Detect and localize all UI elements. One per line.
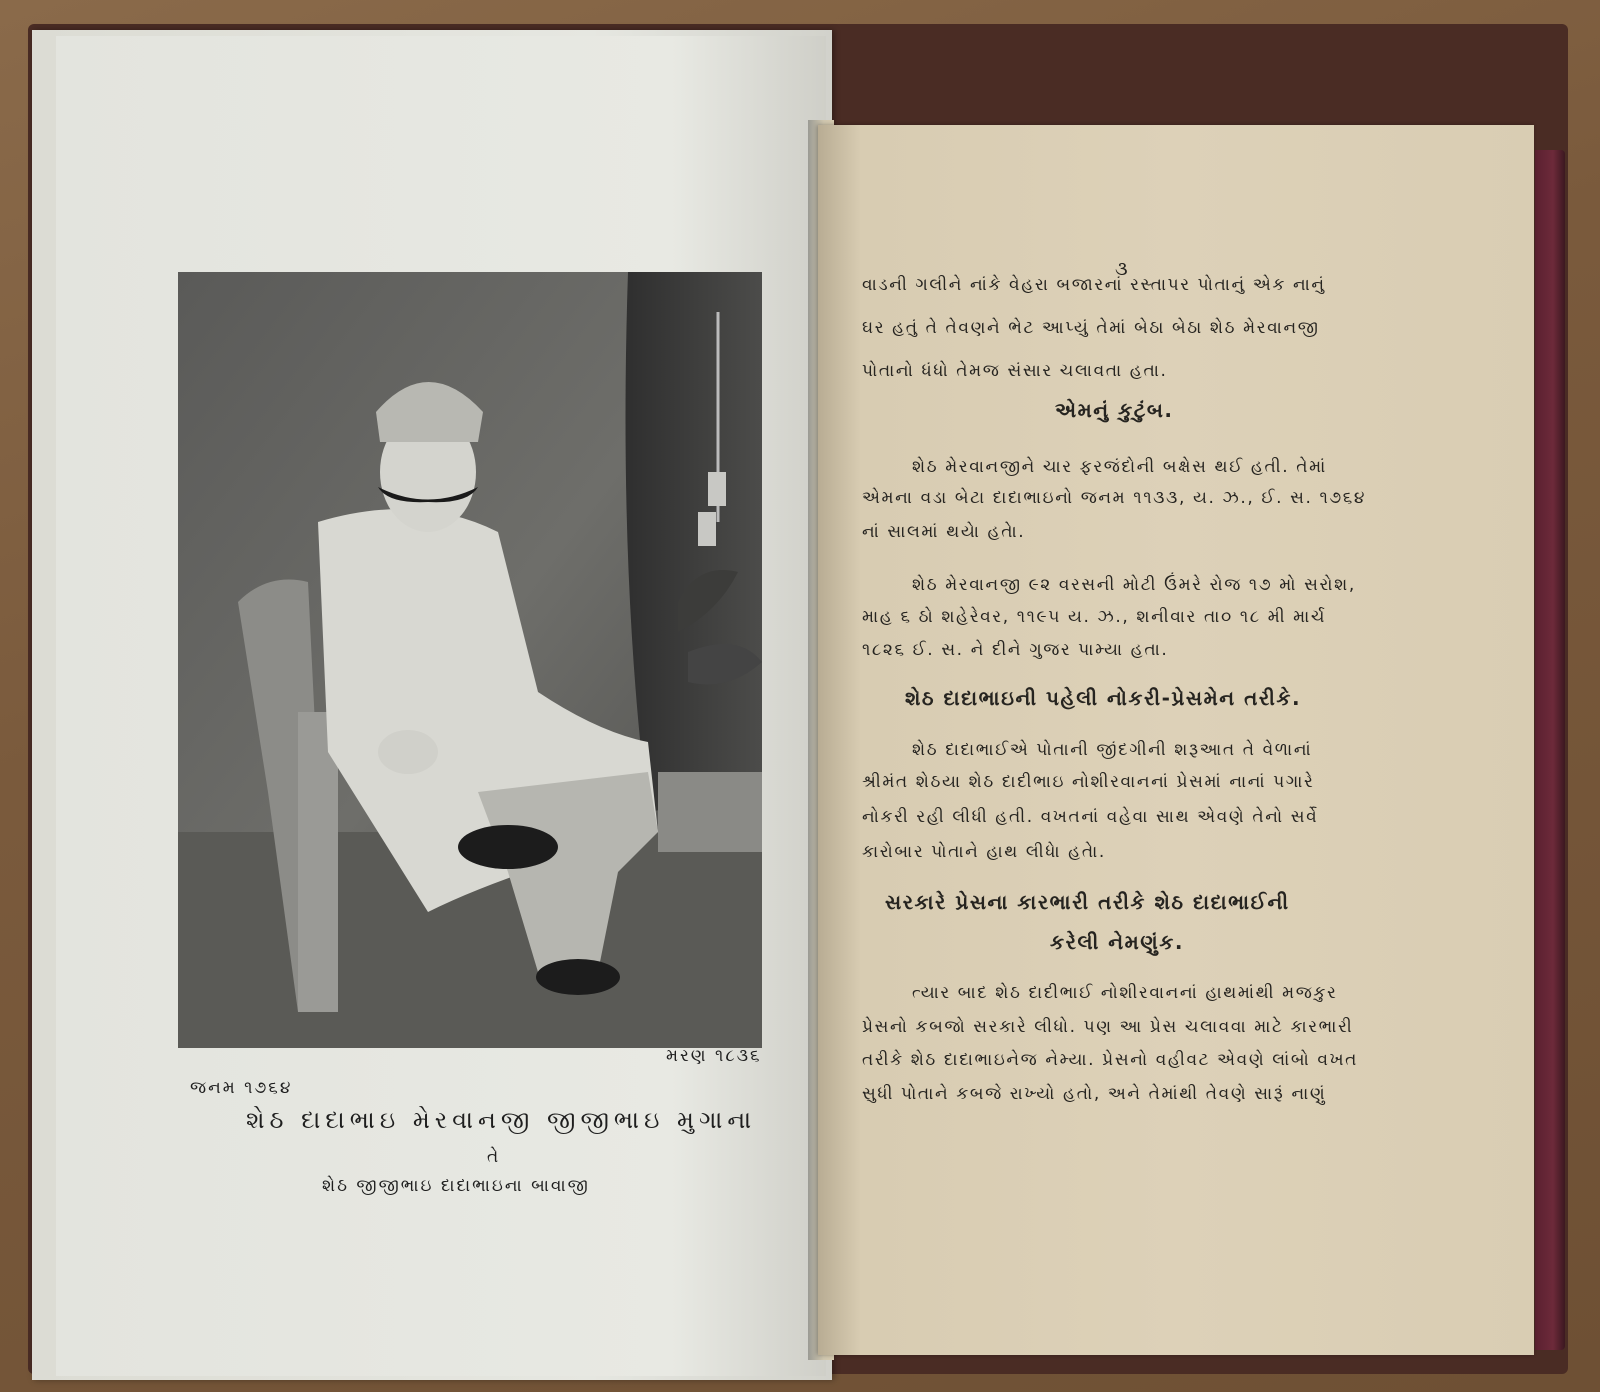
section-heading: કરેલી નેમણુંક. [1050,930,1184,954]
text-line: ત્યાર બાદ શેઠ દાદીભાઈ નોશીરવાનનાં હાથમાંથી મજકુર [912,983,1338,1003]
portrait-illustration [178,272,762,1048]
text-line: શ્રીમંત શેઠયા શેઠ દાદીભાઇ નોશીરવાનનાં પ્રેસમાં નાનાં પગારે [862,772,1315,792]
text-line: શેઠ મેરવાનજીને ચાર ફરજંદોની બક્ષેસ થઈ હતી. તેમાં [912,457,1327,477]
death-year: મરણ ૧૮૩૬ [666,1046,762,1066]
text-line: પ્રેસનો કબજો સરકારે લીધો. પણ આ પ્રેસ ચલાવવા માટે કારભારી [862,1017,1354,1037]
section-heading: એમનું કુટુંબ. [1055,398,1174,422]
portrait-caption-connector: તે [487,1147,499,1167]
text-line: માહ ૬ ઠો શહેરેવર, ૧૧૯૫ ય. ઝ., શનીવાર તા૦ ૧૮ મી માર્ચ [862,607,1327,627]
portrait-caption-subtitle: શેઠ જીજીભાઇ દાદાભાઇના બાવાજી [322,1176,590,1196]
text-line: પોતાનો ધંધો તેમજ સંસાર ચલાવતા હતા. [862,361,1168,381]
birth-year: જનમ ૧૭૬૪ [190,1078,293,1098]
text-line: વાડની ગલીને નાંકે વેહરા બજારનાં રસ્તાપર પોતાનું એક નાનું [862,275,1326,295]
section-heading: સરકારે પ્રેસના કારભારી તરીકે શેઠ દાદાભાઈની [885,890,1290,914]
portrait-caption-name: શેઠ દાદાભાઇ મેરવાનજી જીજીભાઇ મુગાના [246,1106,757,1134]
text-line: ૧૮૨૬ ઈ. સ. ને દીને ગુજર પામ્યા હતા. [862,640,1169,660]
page-number: ૩ [1115,258,1128,280]
text-line: નોકરી રહી લીધી હતી. વખતનાં વહેવા સાથ એવણે તેનો સર્વે [862,807,1319,827]
text-line: નાં સાલમાં થયેા હતેા. [862,522,1026,542]
book-cover-edge [1535,150,1565,1350]
section-heading: શેઠ દાદાભાઇની પહેલી નોકરી-પ્રેસમેન તરીકે. [905,686,1302,710]
text-line: શેઠ મેરવાનજી ૯૨ વરસની મોટી ઉંમરે રોજ ૧૭ મો સરોશ, [912,575,1356,595]
text-line: ઘર હતું તે તેવણને ભેટ આપ્યું તેમાં બેઠા બેઠા શેઠ મેરવાનજી [862,318,1320,338]
text-line: કારોબાર પોતાને હાથ લીધેા હતેા. [862,842,1106,862]
text-line: શેઠ દાદાભાઈએ પોતાની જીંદગીની શરૂઆત તે વેળાનાં [912,740,1313,760]
text-line: સુધી પોતાને કબજે રાખ્યો હતો, અને તેમાંથી તેવણે સારૂં નાણું [862,1084,1327,1104]
text-line: એમના વડા બેટા દાદાભાઇનો જનમ ૧૧૩૩, ય. ઝ., ઈ. સ. ૧૭૬૪ [862,488,1367,508]
text-line: તરીકે શેઠ દાદાભાઇનેજ નેમ્યા. પ્રેસનો વહીવટ એવણે લાંબો વખત [862,1050,1359,1070]
